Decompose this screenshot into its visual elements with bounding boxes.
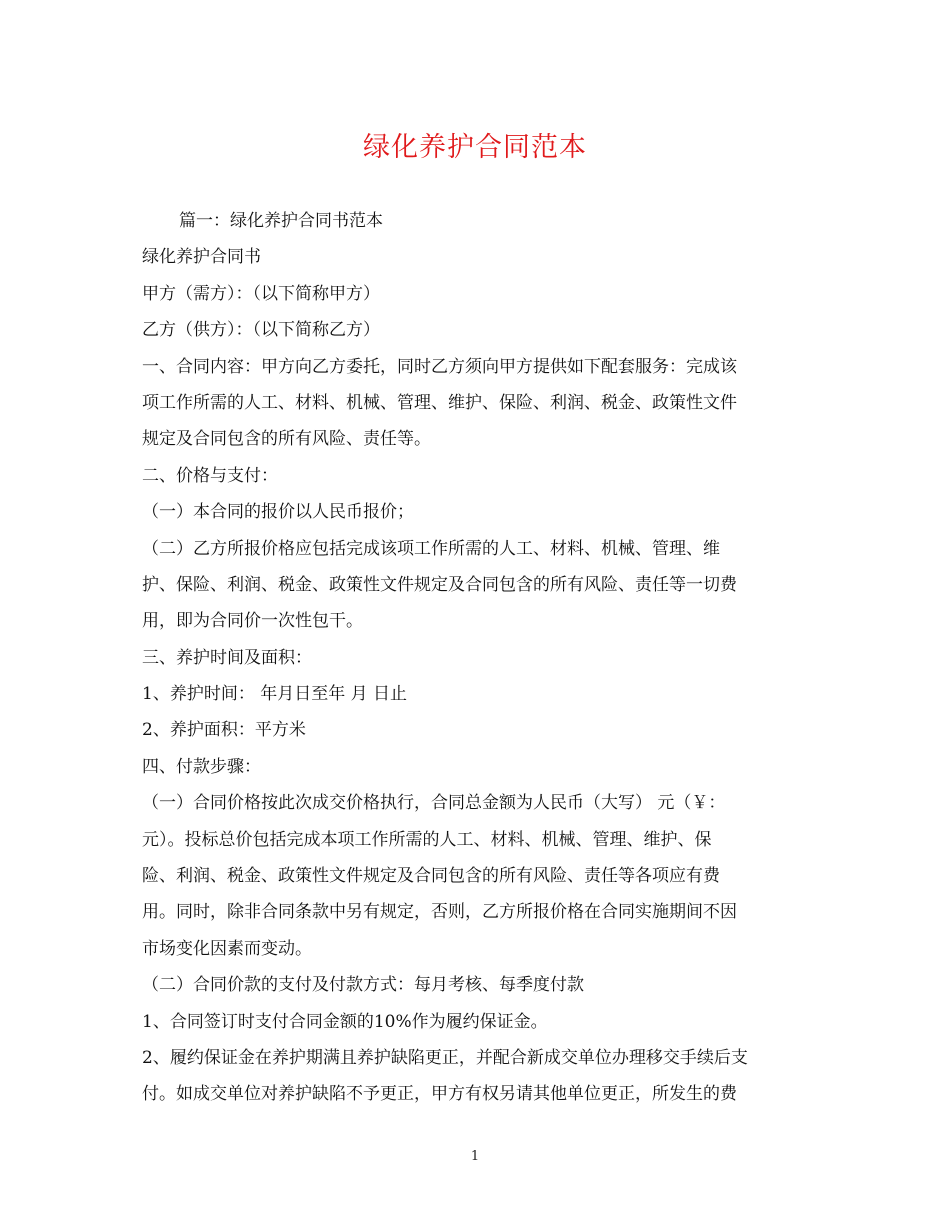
body-line: （一）本合同的报价以人民币报价；	[142, 502, 414, 523]
body-line: 绿化养护合同书	[142, 247, 261, 268]
body-line: 用。同时，除非合同条款中另有规定，否则，乙方所报价格在合同实施期间不因	[142, 902, 737, 923]
body-line: 三、养护时间及面积：	[142, 647, 312, 668]
body-line: 市场变化因素而变动。	[142, 938, 312, 959]
body-line: 四、付款步骤：	[142, 756, 261, 777]
body-line: 用，即为合同价一次性包干。	[142, 611, 363, 632]
body-line: 2、养护面积：平方米	[142, 720, 306, 741]
body-line: 1、合同签订时支付合同金额的10%作为履约保证金。	[142, 1011, 548, 1032]
body-line: 付。如成交单位对养护缺陷不予更正，甲方有权另请其他单位更正，所发生的费	[142, 1084, 737, 1105]
page-number: 1	[470, 1149, 480, 1164]
body-line: 1、养护时间： 年月日至年 月 日止	[142, 684, 408, 705]
body-line: 乙方（供方）：（以下简称乙方）	[142, 320, 380, 341]
body-line: （二）合同价款的支付及付款方式：每月考核、每季度付款	[142, 975, 584, 996]
body-line: 甲方（需方）：（以下简称甲方）	[142, 283, 380, 304]
body-line: 2、履约保证金在养护期满且养护缺陷更正，并配合新成交单位办理移交手续后支	[142, 1047, 748, 1068]
body-line: 元）。投标总价包括完成本项工作所需的人工、材料、机械、管理、维护、保	[142, 829, 712, 850]
body-line: （一）合同价格按此次成交价格执行，合同总金额为人民币（大写） 元（￥：	[142, 793, 726, 814]
body-line: 险、利润、税金、政策性文件规定及合同包含的所有风险、责任等各项应有费	[142, 866, 720, 887]
document-title: 绿化养护合同范本	[363, 132, 587, 163]
document-body	[142, 203, 810, 1113]
body-line: 篇一：绿化养护合同书范本	[179, 211, 383, 231]
body-line: 规定及合同包含的所有风险、责任等。	[142, 429, 431, 450]
body-line: （二）乙方所报价格应包括完成该项工作所需的人工、材料、机械、管理、维	[142, 538, 720, 559]
body-line: 护、保险、利润、税金、政策性文件规定及合同包含的所有风险、责任等一切费	[142, 574, 737, 595]
body-line: 二、价格与支付：	[142, 465, 278, 486]
body-line: 项工作所需的人工、材料、机械、管理、维护、保险、利润、税金、政策性文件	[142, 392, 737, 413]
body-line: 一、合同内容：甲方向乙方委托，同时乙方须向甲方提供如下配套服务：完成该	[142, 356, 737, 377]
